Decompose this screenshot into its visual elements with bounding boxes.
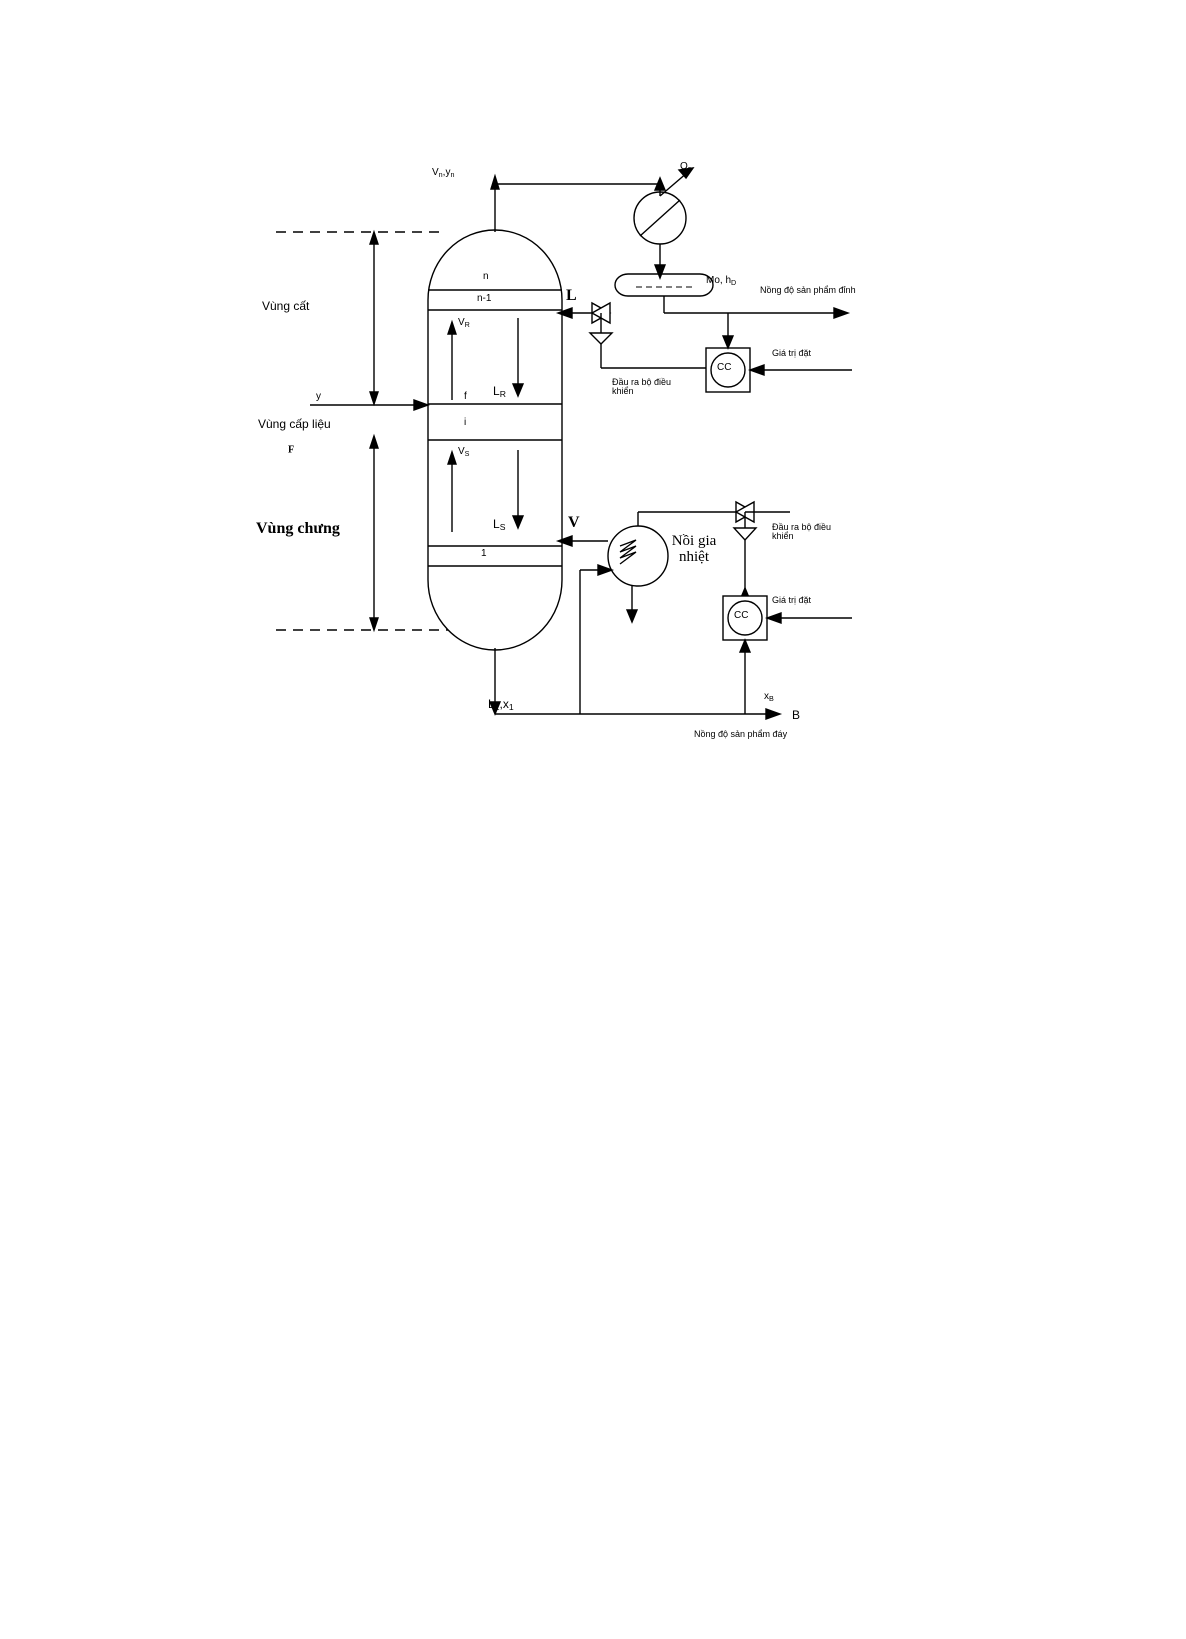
label-liquid-stripping: $L_S$ xyxy=(493,517,506,533)
label-tray-n-1: n-1 xyxy=(477,293,492,304)
label-bottoms-composition: $x_B$ xyxy=(764,691,774,703)
label-top-product-composition: Nồng độ sản phẩm đỉnh xyxy=(760,285,856,295)
label-bottom-controller-output: Đầu ra bộ điều khiển xyxy=(772,522,832,542)
label-bottom-controller-cc: CC xyxy=(734,610,749,621)
label-feed-vapor-y: y xyxy=(316,391,321,402)
label-tray-f: f xyxy=(464,391,467,402)
label-reboiler: Nồi gia nhiệt xyxy=(671,533,717,565)
label-zone-feed: Vùng cấp liệu xyxy=(258,417,331,431)
label-feed-stream: F xyxy=(288,444,295,456)
label-vapor-rectifying: $V_R$ xyxy=(458,317,470,329)
internal-flow-arrows xyxy=(448,318,523,532)
label-condenser-duty: $Q_s$ xyxy=(680,161,692,173)
label-boilup-V: V xyxy=(568,514,580,531)
label-reflux-drum: Mo, $h_D$ xyxy=(706,275,737,287)
reflux-drum xyxy=(615,274,713,296)
label-tray-n: n xyxy=(483,271,489,282)
label-vapor-stripping: $V_S$ xyxy=(458,446,470,458)
feed-line xyxy=(310,400,428,410)
label-zone-rectifying: Vùng cất xyxy=(262,299,310,313)
label-bottom-product-composition: Nồng độ sản phẩm đáy xyxy=(694,729,788,739)
zone-dimension-arrows xyxy=(370,232,378,630)
zone-reference-lines xyxy=(276,232,448,630)
label-bottoms-product: B xyxy=(792,708,801,722)
label-top-controller-cc: CC xyxy=(717,362,732,373)
label-tray-i: i xyxy=(464,417,467,428)
bottom-control-valve xyxy=(734,502,790,600)
label-bottoms-liquid: $L_1,x_1$ xyxy=(488,697,514,713)
label-tray-1: 1 xyxy=(481,548,487,559)
label-overhead-vapor: $V_n,y_n$ xyxy=(432,167,455,179)
label-zone-stripping: Vùng chưng xyxy=(256,520,340,537)
label-top-setpoint: Giá trị đặt xyxy=(772,348,812,358)
label-liquid-rectifying: $L_R$ xyxy=(493,384,506,400)
bottoms-line xyxy=(490,648,780,719)
label-bottom-setpoint: Giá trị đặt xyxy=(772,595,812,605)
label-reflux-L: L xyxy=(566,287,577,304)
label-top-controller-output: Đầu ra bộ điều khiển xyxy=(612,377,672,397)
